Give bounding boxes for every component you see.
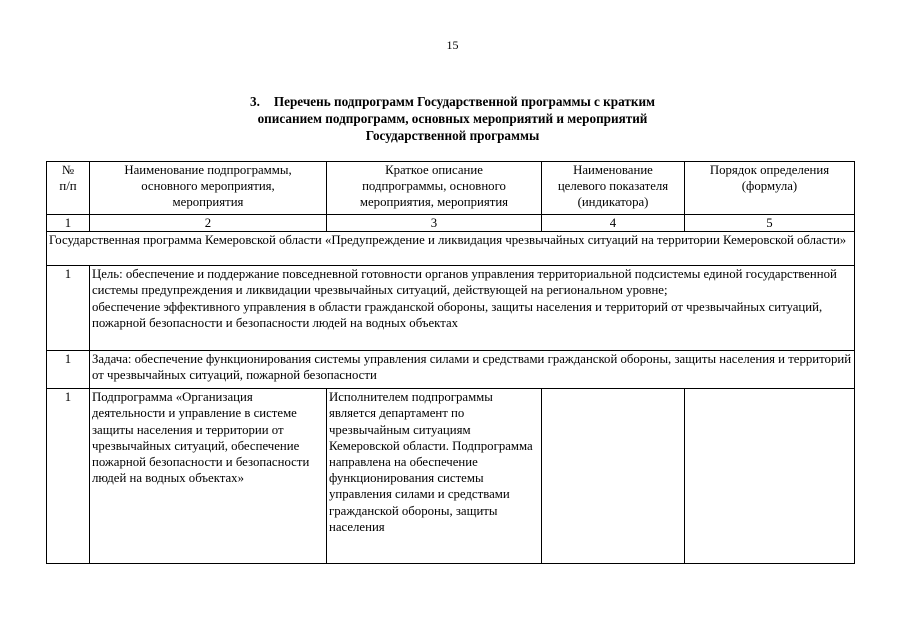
heading-line-2: описанием подпрограмм, основных мероприятий и мероприятий (257, 111, 648, 126)
program-row (47, 232, 855, 266)
column-number: 3 (327, 215, 542, 232)
heading-number: 3. (249, 94, 260, 109)
heading-line-1-text: Перечень подпрограмм Государственной программы с кратким (273, 94, 656, 109)
subprogram-description-cell: Исполнителем подпрограммы является департамент по чрезвычайным ситуациям Кемеровской области. Подпрограмма направлена на обеспечение функционирования системы управления силами и средствами гражданской обороны, защиты населения (327, 389, 542, 564)
goal-row (47, 266, 855, 351)
goal-num-cell: 1 (47, 266, 90, 351)
heading-line-1 (180, 93, 725, 110)
section-heading (180, 93, 725, 144)
goal-text-cell: Цель: обеспечение и поддержание повседневной готовности органов управления территориальной подсистемы единой государственной системы предупреждения и ликвидации чрезвычайных ситуаций, действующей на региональном уровне; обеспечение эффективного управления в области гражданской обороны, защиты населения и территорий от чрезвычайных ситуаций, пожарной безопасности и безопасности людей на водных объектах (90, 266, 855, 351)
header-formula: Порядок определения (формула) (685, 162, 855, 215)
header-description: Краткое описание подпрограммы, основного мероприятия, мероприятия (327, 162, 542, 215)
subprogram-indicator-cell (542, 389, 685, 564)
task-num-cell: 1 (47, 351, 90, 389)
subprogram-formula-cell (685, 389, 855, 564)
page-number: 15 (446, 38, 459, 52)
column-number: 5 (685, 215, 855, 232)
subprogram-name-cell: Подпрограмма «Организация деятельности и управление в системе защиты населения и территории от чрезвычайных ситуаций, обеспечение пожарной безопасности и безопасности людей на водных объектах» (90, 389, 327, 564)
subprogram-num-cell: 1 (47, 389, 90, 564)
header-name: Наименование подпрограммы, основного мероприятия, мероприятия (90, 162, 327, 215)
heading-line-3: Государственной программы (365, 128, 540, 143)
column-number: 4 (542, 215, 685, 232)
header-indicator: Наименование целевого показателя (индикатора) (542, 162, 685, 215)
table-header-row (47, 162, 855, 215)
task-text-cell: Задача: обеспечение функционирования системы управления силами и средствами гражданской обороны, защиты населения и территорий от чрезвычайных ситуаций, пожарной безопасности (90, 351, 855, 389)
column-number: 2 (90, 215, 327, 232)
subprogram-row (47, 389, 855, 564)
program-title-cell: Государственная программа Кемеровской области «Предупреждение и ликвидация чрезвычайных ситуаций на территории Кемеровской области» (47, 232, 855, 266)
column-number: 1 (47, 215, 90, 232)
header-num: № п/п (47, 162, 90, 215)
column-number-row (47, 215, 855, 232)
task-row (47, 351, 855, 389)
subprograms-table (46, 161, 855, 564)
